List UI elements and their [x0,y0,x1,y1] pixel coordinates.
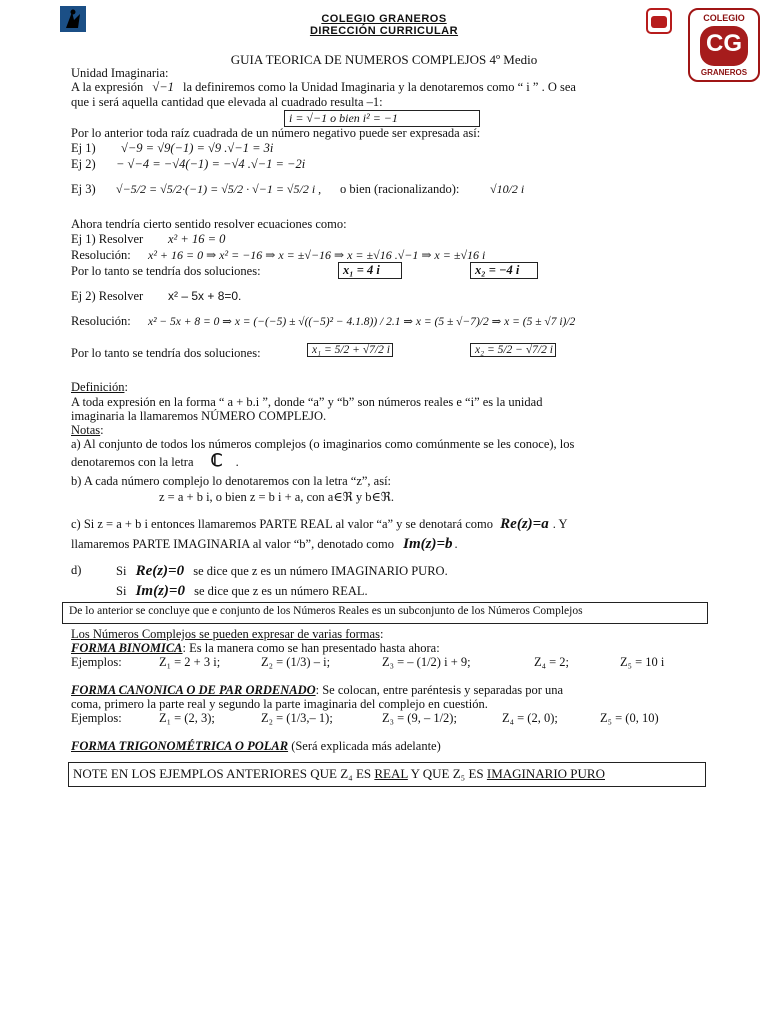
nota-b-line2: z = a + b i, o bien z = b i + a, con a∈ℜ y b∈ℜ. [159,490,395,504]
nota-a-line2-end: . [235,455,239,469]
forma-trigonometrica-text: (Será explicada más adelante) [288,739,441,753]
notas-heading: Notas [71,423,101,437]
nota-d2-si: Si [116,584,127,598]
page-title: GUIA TEORICA DE NUMEROS COMPLEJOS 4º Medio [230,52,538,67]
definicion-heading: Definición [71,380,125,394]
re-z-zero: Re(z)=0 [135,563,185,579]
ej1-math: √−9 = √9(−1) = √9 .√−1 = 3i [121,141,274,155]
can-example: Z₄ = (2, 0); [502,711,558,725]
forma-binomica-heading: FORMA BINOMICA [71,641,183,655]
ej1-resolucion: x² + 16 = 0 ⇒ x² = −16 ⇒ x = ±√−16 ⇒ x = ±√16 .√−1 ⇒ x = ±√16 i [148,248,486,262]
definicion-colon: : [124,380,128,394]
ej2-label: Ej 2) [71,157,96,171]
unidad-line3: Por lo anterior toda raíz cuadrada de un número negativo puede ser expresada así: [71,126,481,140]
can-example: Z₂ = (1/3,– 1); [261,711,333,725]
note-text-a: NOTE EN LOS EJEMPLOS ANTERIORES QUE Z₄ ES [73,766,375,781]
note-text-c: Y QUE Z₅ ES [407,766,487,781]
ej1-equation: x² + 16 = 0 [168,232,226,246]
bin-example: Z₄ = 2; [534,655,570,669]
nota-d2-text: se dice que z es un número REAL. [194,584,368,598]
unidad-line1b: la definiremos como la Unidad Imaginaria y la denotaremos como “ i ” . O sea [183,80,576,94]
notas-colon: : [100,423,104,437]
logo-top-text: COLEGIO [703,13,745,23]
ej2-resolucion: x² − 5x + 8 = 0 ⇒ x = (−(−5) ± √((−5)² − 4.1.8)) / 2.1 ⇒ x = (5 ± √−7)/2 ⇒ x = (5 ± √7 i)/2 [148,316,576,328]
ej3-extra-math: √10/2 i [490,182,525,196]
nota-c-line1a: c) Si z = a + b i entonces llamaremos PARTE REAL al valor “a” y se denotará como [71,517,494,531]
forma-trigonometrica-heading: FORMA TRIGONOMÉTRICA O POLAR [71,739,289,753]
ej2-math: − √−4 = −√4(−1) = −√4 .√−1 = −2i [116,157,306,171]
ej3-math: √−5/2 = √5/2·(−1) = √5/2 · √−1 = √5/2 i , [116,182,322,196]
formas-intro-colon: : [379,627,384,641]
bin-ejemplos-label: Ejemplos: [71,655,122,669]
bin-example: Z₂ = (1/3) – i; [261,655,331,669]
unidad-line1a: A la expresión [71,80,144,94]
bin-example: Z₃ = – (1/2) i + 9; [382,655,471,669]
ej2-soluciones-label: Por lo tanto se tendría dos soluciones: [71,346,261,360]
ej1-soluciones-label: Por lo tanto se tendría dos soluciones: [71,264,261,278]
definicion-line1: A toda expresión en la forma “ a + b.i ”, donde “a” y “b” son números reales e “i” es la unidad [71,395,543,409]
unidad-definition-box: i = √−1 o bien i² = −1 [284,110,480,127]
unidad-line1-math: √−1 [152,80,174,94]
ej1-label: Ej 1) [71,141,96,155]
ej2-equation: x² – 5x + 8=0. [168,289,242,303]
unidad-line2: que i será aquella cantidad que elevada al cuadrado resulta –1: [71,95,383,109]
department-name: DIRECCIÓN CURRICULAR [309,25,459,37]
formas-intro: Los Números Complejos se pueden expresar de varias formas [71,627,380,641]
definicion-line2: imaginaria la llamaremos NÚMERO COMPLEJO. [71,409,327,423]
can-example: Z₁ = (2, 3); [159,711,215,725]
ej2-resolucion-label: Resolución: [71,314,131,328]
nota-d1-si: Si [116,564,127,578]
nota-a-line1: a) Al conjunto de todos los números complejos (o imaginarios como comúnmente se les conoce), los [71,437,575,451]
nota-d1-text: se dice que z es un número IMAGINARIO PURO. [193,564,448,578]
can-example: Z₃ = (9, – 1/2); [382,711,457,725]
forma-binomica-text: : Es la manera como se han presentado hasta ahora: [182,641,440,655]
unidad-heading: Unidad Imaginaria: [71,66,169,80]
can-ejemplos-label: Ejemplos: [71,711,122,725]
nota-c-line2a: llamaremos PARTE IMAGINARIA al valor “b”, denotado como [71,537,395,551]
note-imaginario: IMAGINARIO PURO [486,766,605,781]
note-real: REAL [374,766,408,781]
ej1-resolver-label: Ej 1) Resolver [71,232,144,246]
forma-canonica-text2: coma, primero la parte real y segundo la parte imaginaria del complejo en cuestión. [71,697,488,711]
ecuaciones-intro: Ahora tendría cierto sentido resolver ecuaciones como: [71,217,347,231]
small-logo [646,8,672,34]
ej1-resolucion-label: Resolución: [71,248,131,262]
ej2-solution1: x₁ = 5/2 + √7/2 i [307,343,393,357]
logo-bottom-text: GRANEROS [700,68,748,77]
ej1-solution2: x₂ = −4 i [470,262,538,279]
can-example: Z₅ = (0, 10) [600,711,659,725]
nota-a-line2: denotaremos con la letra [71,455,194,469]
nota-c-line1b: . Y [552,517,568,531]
logo-letters: CG [706,30,742,57]
school-name: COLEGIO GRANEROS [321,13,447,25]
forma-canonica-heading: FORMA CANONICA O DE PAR ORDENADO [71,683,316,697]
im-z-zero: Im(z)=0 [135,583,185,599]
bin-example: Z₁ = 2 + 3 i; [159,655,221,669]
ej2-resolver-label: Ej 2) Resolver [71,289,144,303]
nota-c-line2b: . [454,537,458,551]
ej3-extra: o bien (racionalizando): [340,182,460,196]
forma-canonica-text1: : Se colocan, entre paréntesis y separadas por una [315,683,564,697]
complex-set-symbol: ℂ [210,451,223,470]
re-z-a: Re(z)=a [500,516,549,532]
ej1-solution1: x₁ = 4 i [338,262,402,279]
im-z-b: Im(z)=b [403,536,453,552]
bin-example: Z₅ = 10 i [620,655,665,669]
conclusion-box: De lo anterior se concluye que e conjunto de los Números Reales es un subconjunto de los Números Complejos [62,602,708,624]
nota-d-label: d) [71,563,82,577]
ej2-solution2: x₂ = 5/2 − √7/2 i [470,343,556,357]
school-logo [688,8,760,82]
nota-b-line1: b) A cada número complejo lo denotaremos con la letra “z”, así: [71,474,392,488]
note-box [68,762,706,787]
ej3-label: Ej 3) [71,182,96,196]
